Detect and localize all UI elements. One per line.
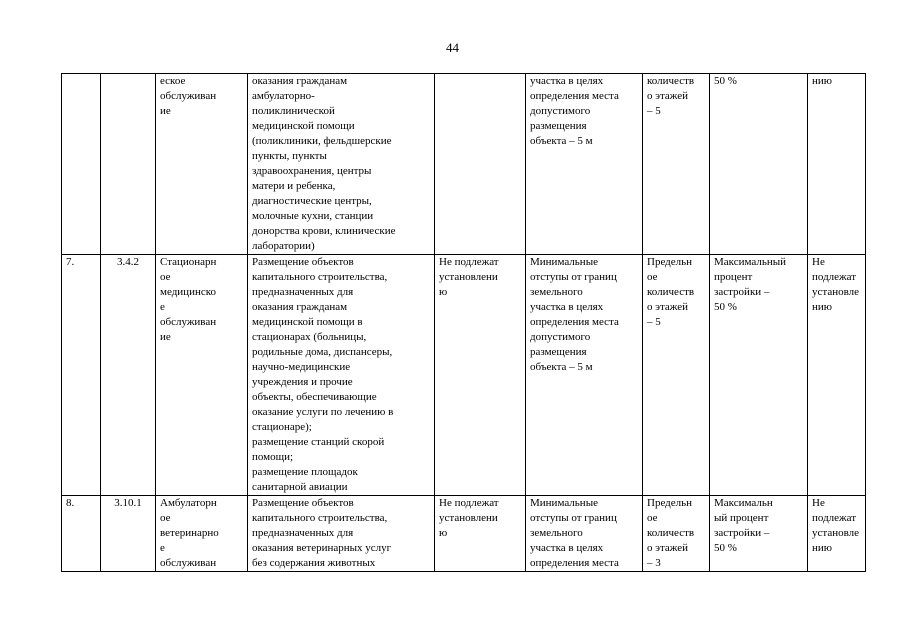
coverage-cell: Максимальн ый процент застройки – 50 % [710, 496, 808, 572]
table-row [62, 496, 866, 572]
other-params-cell: Не подлежат установле нию [808, 255, 866, 496]
use-code-cell: 3.4.2 [101, 255, 156, 496]
floors-cell: Предельн ое количеств о этажей – 3 [643, 496, 710, 572]
use-description-cell: Размещение объектов капитального строительства, предназначенных для оказания гражданам медицинской помощи в стационарах (больницы, родильные дома, диспансеры, научно-медицинские учреждения и прочие объекты, обеспечивающие оказание услуги по лечению в стационаре); размещение станций скорой помощи; размещение площадок санитарной авиации [248, 255, 435, 496]
row-number-cell [62, 74, 101, 255]
regulations-table [61, 73, 866, 572]
coverage-cell: Максимальный процент застройки – 50 % [710, 255, 808, 496]
use-description-cell: оказания гражданам амбулаторно- поликлинической медицинской помощи (поликлиники, фельдшерские пункты, пункты здравоохранения, центры матери и ребенка, диагностические центры, молочные кухни, станции донорства крови, клинические лаборатории) [248, 74, 435, 255]
min-size-cell: Не подлежат установлени ю [435, 496, 526, 572]
table-row [62, 255, 866, 496]
use-name-cell: еское обслуживан ие [156, 74, 248, 255]
use-code-cell: 3.10.1 [101, 496, 156, 572]
floors-cell: количеств о этажей – 5 [643, 74, 710, 255]
use-name-cell: Стационарн ое медицинско е обслуживан ие [156, 255, 248, 496]
use-description-cell: Размещение объектов капитального строительства, предназначенных для оказания ветеринарных услуг без содержания животных [248, 496, 435, 572]
use-name-cell: Амбулаторн ое ветеринарно е обслуживан [156, 496, 248, 572]
row-number-cell: 8. [62, 496, 101, 572]
other-params-cell: нию [808, 74, 866, 255]
floors-cell: Предельн ое количеств о этажей – 5 [643, 255, 710, 496]
other-params-cell: Не подлежат установле нию [808, 496, 866, 572]
page-number: 44 [446, 40, 459, 55]
table-row [62, 74, 866, 255]
setbacks-cell: Минимальные отступы от границ земельного участка в целях определения места допустимого размещения объекта – 5 м [526, 255, 643, 496]
coverage-cell: 50 % [710, 74, 808, 255]
setbacks-cell: Минимальные отступы от границ земельного участка в целях определения места [526, 496, 643, 572]
use-code-cell [101, 74, 156, 255]
setbacks-cell: участка в целях определения места допустимого размещения объекта – 5 м [526, 74, 643, 255]
min-size-cell [435, 74, 526, 255]
row-number-cell: 7. [62, 255, 101, 496]
min-size-cell: Не подлежат установлени ю [435, 255, 526, 496]
